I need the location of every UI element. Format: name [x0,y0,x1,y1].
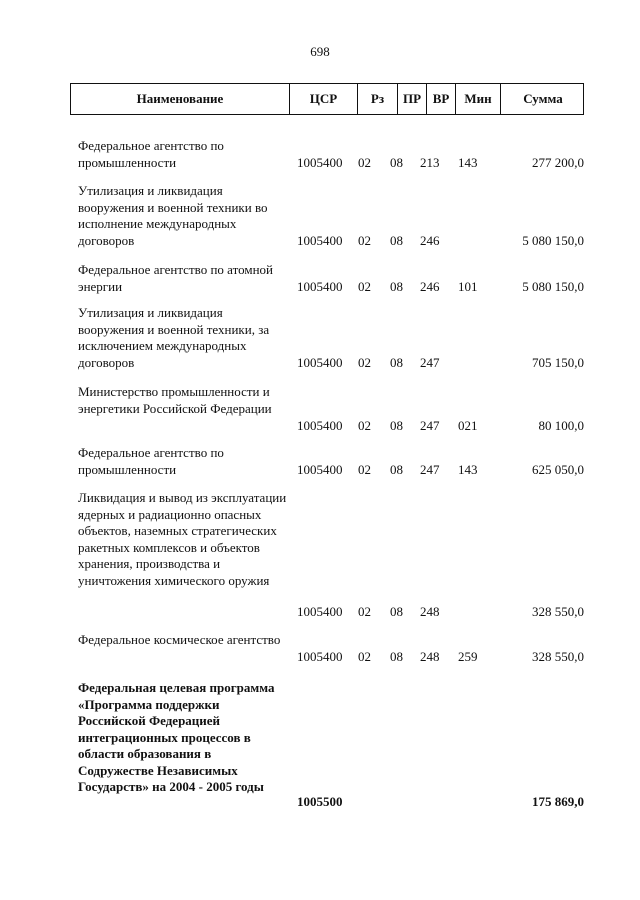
row-csr: 1005400 [297,648,343,664]
row-csr: 1005500 [297,793,343,809]
row-name: Ликвидация и вывод из эксплуатации ядерных и радиационно опасных объектов, наземных стратегических ракетных комплексов и объектов хранения, производства и уничтожения химического оружия [78,490,287,588]
row-rz: 02 [358,232,371,248]
row-vr: 248 [420,648,440,664]
header-rz: Рз [357,84,397,114]
row-sum: 705 150,0 [532,354,584,370]
row-sum: 80 100,0 [538,417,584,433]
row-name: Федеральная целевая программа «Программа поддержки Российской Федерацией интеграционных процессов в области образования в Содружестве Независимых Государств» на 2004 - 2005 годы [78,680,275,794]
table-row [0,632,640,665]
table-row [0,445,640,478]
row-pr: 08 [390,417,403,433]
table-row [0,490,640,620]
row-min: 259 [458,648,478,664]
table-row [0,384,640,434]
row-rz: 02 [358,278,371,294]
row-csr: 1005400 [297,461,343,477]
row-sum: 175 869,0 [532,793,584,809]
row-sum: 328 550,0 [532,603,584,619]
page-number: 698 [310,44,330,59]
row-name: Утилизация и ликвидация вооружения и военной техники, за исключением международных договоров [78,305,270,370]
table-row [0,262,640,295]
row-csr: 1005400 [297,278,343,294]
row-vr: 248 [420,603,440,619]
table-row [0,138,640,171]
row-csr: 1005400 [297,154,343,170]
row-sum: 5 080 150,0 [522,232,584,248]
row-name: Федеральное агентство по атомной энергии [78,262,273,294]
row-name: Федеральное агентство по промышленности [78,445,224,477]
table-row [0,680,640,810]
row-min: 143 [458,461,478,477]
row-rz: 02 [358,461,371,477]
row-rz: 02 [358,417,371,433]
row-sum: 625 050,0 [532,461,584,477]
row-name: Федеральное агентство по промышленности [78,138,224,170]
header-min: Мин [455,84,500,114]
row-rz: 02 [358,154,371,170]
row-vr: 246 [420,278,440,294]
row-csr: 1005400 [297,354,343,370]
row-sum: 5 080 150,0 [522,278,584,294]
header-csr: ЦСР [289,84,357,114]
row-pr: 08 [390,603,403,619]
row-pr: 08 [390,154,403,170]
row-pr: 08 [390,461,403,477]
row-rz: 02 [358,603,371,619]
row-rz: 02 [358,648,371,664]
row-csr: 1005400 [297,603,343,619]
header-name: Наименование [136,91,224,106]
row-rz: 02 [358,354,371,370]
header-sum: Сумма [500,84,585,114]
table-row [0,305,640,371]
row-pr: 08 [390,278,403,294]
row-vr: 247 [420,461,440,477]
row-vr: 247 [420,354,440,370]
row-sum: 328 550,0 [532,648,584,664]
row-min: 101 [458,278,478,294]
row-min: 143 [458,154,478,170]
header-pr: ПР [397,84,426,114]
row-pr: 08 [390,354,403,370]
row-csr: 1005400 [297,417,343,433]
table-row [0,183,640,249]
row-name: Министерство промышленности и энергетики Российской Федерации [78,384,272,416]
row-min: 021 [458,417,478,433]
row-name: Утилизация и ликвидация вооружения и военной техники во исполнение международных договоров [78,183,268,248]
row-vr: 246 [420,232,440,248]
row-sum: 277 200,0 [532,154,584,170]
row-pr: 08 [390,648,403,664]
row-csr: 1005400 [297,232,343,248]
header-vr: ВР [426,84,455,114]
table-header [70,83,584,115]
row-name: Федеральное космическое агентство [78,632,281,647]
row-pr: 08 [390,232,403,248]
row-vr: 213 [420,154,440,170]
row-vr: 247 [420,417,440,433]
